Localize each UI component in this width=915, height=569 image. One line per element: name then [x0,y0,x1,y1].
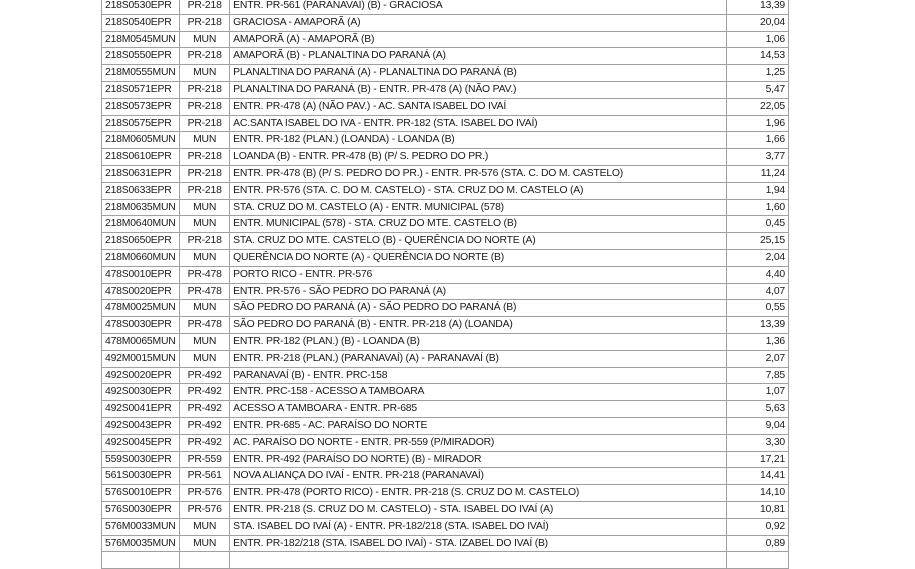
length-km-cell: 4,40 [726,266,788,283]
length-km-cell: 1,66 [726,132,788,149]
road-cell: PR-576 [180,485,230,502]
road-cell: PR-576 [180,501,230,518]
segment-description-cell: STA. CRUZ DO MTE. CASTELO (B) - QUERÊNCIA DO NORTE (A) [230,233,727,250]
segment-code-cell: 218S0650EPR [102,233,180,250]
segment-description-cell: PORTO RICO - ENTR. PR-576 [230,266,727,283]
segment-description-cell: ENTR. PR-685 - AC. PARAÍSO DO NORTE [230,417,727,434]
segment-description-cell: ENTR. PR-492 (PARAÍSO DO NORTE) (B) - MIRADOR [230,451,727,468]
length-km-cell: 1,07 [726,384,788,401]
table-row [102,451,789,468]
road-cell: PR-478 [180,266,230,283]
segment-code-cell: 218S0610EPR [102,149,180,166]
segment-description-cell: STA. CRUZ DO M. CASTELO (A) - ENTR. MUNICIPAL (578) [230,199,727,216]
segment-description-cell: QUERÊNCIA DO NORTE (A) - QUERÊNCIA DO NORTE (B) [230,249,727,266]
road-cell: PR-218 [180,14,230,31]
table-row [102,518,789,535]
table-row [102,249,789,266]
length-km-cell: 13,39 [726,317,788,334]
table-row [102,300,789,317]
length-km-cell: 22,05 [726,98,788,115]
segment-description-cell: AC. PARAÍSO DO NORTE - ENTR. PR-559 (P/MIRADOR) [230,434,727,451]
table-row [102,81,789,98]
road-cell: PR-218 [180,115,230,132]
road-cell [180,552,230,569]
segment-description-cell: SÃO PEDRO DO PARANÁ (A) - SÃO PEDRO DO PARANÁ (B) [230,300,727,317]
length-km-cell: 1,94 [726,182,788,199]
segment-code-cell: 492S0043EPR [102,417,180,434]
segment-description-cell: ENTR. PR-182 (PLAN.) (B) - LOANDA (B) [230,333,727,350]
length-km-cell: 0,55 [726,300,788,317]
segment-code-cell: 218S0571EPR [102,81,180,98]
segment-description-cell: LOANDA (B) - ENTR. PR-478 (B) (P/ S. PEDRO DO PR.) [230,149,727,166]
road-cell: PR-218 [180,165,230,182]
length-km-cell: 13,39 [726,0,788,14]
table-row [102,31,789,48]
length-km-cell: 14,10 [726,485,788,502]
length-km-cell: 2,04 [726,249,788,266]
table-row [102,149,789,166]
road-cell: PR-218 [180,149,230,166]
road-cell: PR-492 [180,401,230,418]
length-km-cell: 2,07 [726,350,788,367]
segment-code-cell: 492S0030EPR [102,384,180,401]
segment-code-cell: 218S0550EPR [102,48,180,65]
table-row [102,0,789,14]
segment-description-cell: AMAPORÃ (B) - PLANALTINA DO PARANÁ (A) [230,48,727,65]
table-row [102,266,789,283]
segment-code-cell: 561S0030EPR [102,468,180,485]
segment-code-cell: 218S0540EPR [102,14,180,31]
segment-code-cell: 576S0030EPR [102,501,180,518]
segment-description-cell: AC.SANTA ISABEL DO IVA - ENTR. PR-182 (STA. ISABEL DO IVAÍ) [230,115,727,132]
segment-code-cell: 218S0573EPR [102,98,180,115]
segment-description-cell: ENTR. MUNICIPAL (578) - STA. CRUZ DO MTE. CASTELO (B) [230,216,727,233]
length-km-cell: 7,85 [726,367,788,384]
segment-description-cell: ENTR. PR-576 - SÃO PEDRO DO PARANÁ (A) [230,283,727,300]
segment-description-cell: ENTR. PR-218 (S. CRUZ DO M. CASTELO) - STA. ISABEL DO IVAÍ (A) [230,501,727,518]
segment-code-cell: 492S0041EPR [102,401,180,418]
segment-description-cell: ENTR. PR-182/218 (STA. ISABEL DO IVAÍ) - STA. IZABEL DO IVAÍ (B) [230,535,727,552]
segment-description-cell: STA. ISABEL DO IVAÍ (A) - ENTR. PR-182/218 (STA. ISABEL DO IVAÍ) [230,518,727,535]
table-row [102,350,789,367]
road-cell: MUN [180,65,230,82]
table-row [102,233,789,250]
table-row [102,14,789,31]
length-km-cell: 0,92 [726,518,788,535]
segment-code-cell: 218M0605MUN [102,132,180,149]
segment-description-cell: AMAPORÃ (A) - AMAPORÃ (B) [230,31,727,48]
road-cell: MUN [180,535,230,552]
road-cell: MUN [180,31,230,48]
road-segments-table [101,0,789,569]
table-row [102,48,789,65]
segment-code-cell: 218S0530EPR [102,0,180,14]
segment-description-cell: ENTR. PR-218 (PLAN.) (PARANAVAÍ) (A) - PARANAVAÍ (B) [230,350,727,367]
length-km-cell: 11,24 [726,165,788,182]
table-row [102,317,789,334]
road-cell: PR-218 [180,233,230,250]
length-km-cell: 25,15 [726,233,788,250]
road-cell: PR-559 [180,451,230,468]
table-row [102,115,789,132]
segment-code-cell: 218S0633EPR [102,182,180,199]
segment-code-cell: 478M0065MUN [102,333,180,350]
road-cell: PR-218 [180,81,230,98]
segment-code-cell: 478S0030EPR [102,317,180,334]
road-cell: PR-492 [180,434,230,451]
length-km-cell: 14,41 [726,468,788,485]
table-row [102,333,789,350]
table-row [102,132,789,149]
segment-description-cell: ENTR. PRC-158 - ACESSO A TAMBOARA [230,384,727,401]
table-row [102,384,789,401]
road-cell: PR-492 [180,384,230,401]
table-body [102,0,789,569]
segment-description-cell: ENTR. PR-576 (STA. C. DO M. CASTELO) - STA. CRUZ DO M. CASTELO (A) [230,182,727,199]
road-cell: MUN [180,300,230,317]
segment-code-cell: 478S0010EPR [102,266,180,283]
road-cell: PR-218 [180,182,230,199]
segment-description-cell: GRACIOSA - AMAPORÃ (A) [230,14,727,31]
segment-description-cell: ENTR. PR-182 (PLAN.) (LOANDA) - LOANDA (B) [230,132,727,149]
road-cell: MUN [180,333,230,350]
length-km-cell: 10,81 [726,501,788,518]
length-km-cell: 0,45 [726,216,788,233]
length-km-cell: 1,60 [726,199,788,216]
road-cell: MUN [180,518,230,535]
segment-code-cell: 218M0640MUN [102,216,180,233]
length-km-cell: 17,21 [726,451,788,468]
segment-code-cell: 218S0575EPR [102,115,180,132]
road-cell: PR-218 [180,98,230,115]
segment-description-cell: PLANALTINA DO PARANÁ (A) - PLANALTINA DO PARANÁ (B) [230,65,727,82]
segment-code-cell: 218M0660MUN [102,249,180,266]
segment-code-cell: 478M0025MUN [102,300,180,317]
road-cell: PR-561 [180,468,230,485]
length-km-cell: 1,25 [726,65,788,82]
segment-code-cell: 576M0035MUN [102,535,180,552]
segment-code-cell: 218M0555MUN [102,65,180,82]
table-row [102,468,789,485]
road-cell: MUN [180,350,230,367]
segment-code-cell: 478S0020EPR [102,283,180,300]
table-row [102,182,789,199]
segment-description-cell: ENTR. PR-478 (B) (P/ S. PEDRO DO PR.) - ENTR. PR-576 (STA. C. DO M. CASTELO) [230,165,727,182]
length-km-cell: 5,63 [726,401,788,418]
segment-code-cell [102,552,180,569]
length-km-cell: 9,04 [726,417,788,434]
segment-description-cell [230,552,727,569]
road-cell: MUN [180,132,230,149]
table-row [102,417,789,434]
road-cell: MUN [180,199,230,216]
road-cell: PR-218 [180,48,230,65]
table-row [102,199,789,216]
segment-description-cell: SÃO PEDRO DO PARANÁ (B) - ENTR. PR-218 (A) (LOANDA) [230,317,727,334]
segment-description-cell: ENTR. PR-561 (PARANAVAÍ) (B) - GRACIOSA [230,0,727,14]
road-cell: PR-478 [180,317,230,334]
table-row [102,552,789,569]
table-row [102,216,789,233]
segment-code-cell: 576S0010EPR [102,485,180,502]
segment-description-cell: ACESSO A TAMBOARA - ENTR. PR-685 [230,401,727,418]
table-row [102,535,789,552]
table-row [102,434,789,451]
road-cell: MUN [180,216,230,233]
segment-code-cell: 559S0030EPR [102,451,180,468]
segment-code-cell: 492S0020EPR [102,367,180,384]
length-km-cell: 3,30 [726,434,788,451]
table-row [102,165,789,182]
road-cell: PR-492 [180,417,230,434]
table-row [102,485,789,502]
segment-code-cell: 218S0631EPR [102,165,180,182]
table-row [102,367,789,384]
road-cell: PR-218 [180,0,230,14]
length-km-cell: 1,36 [726,333,788,350]
segment-description-cell: PLANALTINA DO PARANÁ (B) - ENTR. PR-478 (A) (NÃO PAV.) [230,81,727,98]
segment-code-cell: 218M0545MUN [102,31,180,48]
road-cell: MUN [180,249,230,266]
length-km-cell: 14,53 [726,48,788,65]
segment-code-cell: 492M0015MUN [102,350,180,367]
segment-code-cell: 492S0045EPR [102,434,180,451]
length-km-cell: 5,47 [726,81,788,98]
length-km-cell: 20,04 [726,14,788,31]
segment-description-cell: ENTR. PR-478 (A) (NÃO PAV.) - AC. SANTA ISABEL DO IVAÍ [230,98,727,115]
segment-description-cell: NOVA ALIANÇA DO IVAÍ - ENTR. PR-218 (PARANAVAÍ) [230,468,727,485]
length-km-cell: 1,96 [726,115,788,132]
road-cell: PR-478 [180,283,230,300]
segment-description-cell: PARANAVAÍ (B) - ENTR. PRC-158 [230,367,727,384]
road-cell: PR-492 [180,367,230,384]
table-row [102,501,789,518]
table-row [102,401,789,418]
segment-code-cell: 576M0033MUN [102,518,180,535]
segment-description-cell: ENTR. PR-478 (PORTO RICO) - ENTR. PR-218 (S. CRUZ DO M. CASTELO) [230,485,727,502]
length-km-cell: 1,06 [726,31,788,48]
table-row [102,65,789,82]
table-row [102,98,789,115]
segment-code-cell: 218M0635MUN [102,199,180,216]
length-km-cell: 0,89 [726,535,788,552]
length-km-cell [726,552,788,569]
length-km-cell: 4,07 [726,283,788,300]
length-km-cell: 3,77 [726,149,788,166]
table-row [102,283,789,300]
